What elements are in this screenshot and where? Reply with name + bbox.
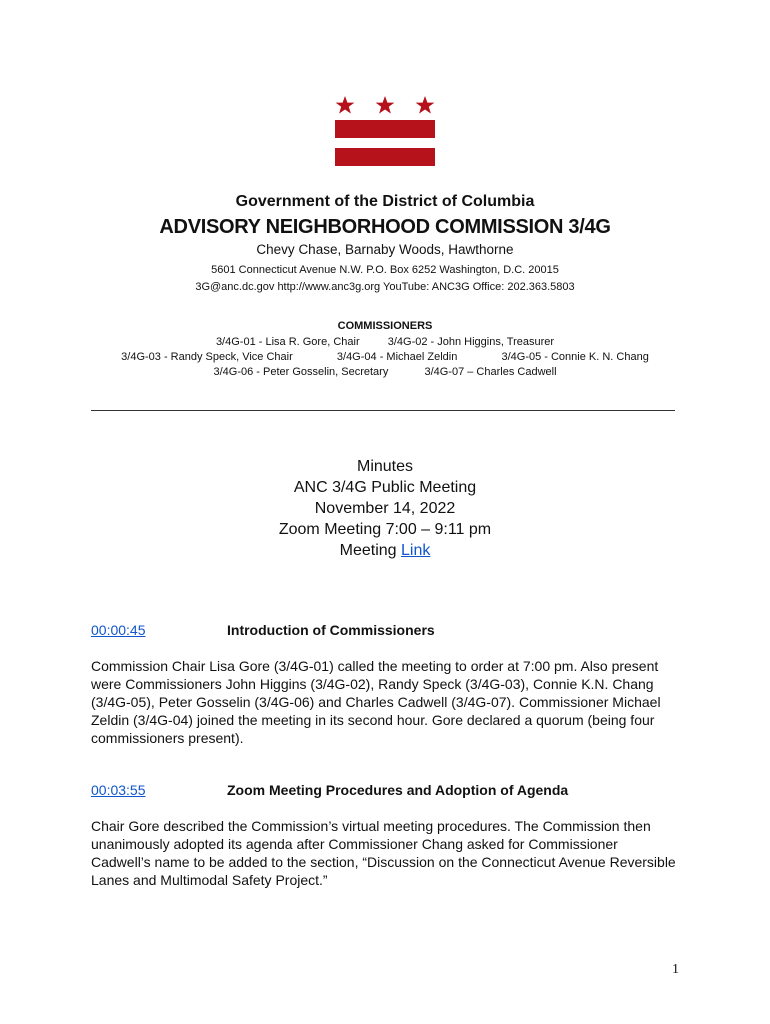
- commissioner-entry: 3/4G-07 – Charles Cadwell: [424, 366, 557, 378]
- commissioners-row-3: [0, 366, 770, 378]
- page-number: 1: [672, 962, 679, 977]
- meeting-date: November 14, 2022: [314, 500, 456, 517]
- section-title: Introduction of Commissioners: [227, 622, 435, 638]
- section-paragraph: Chair Gore described the Commission’s virtual meeting procedures. The Commission then unanimously adopted its agenda after Commissioner Chang asked for Commissioner Cadwell’s name to be added to the section, “Discussion on the Connecticut Avenue Reversible Lanes and Multimodal Safety Project.”: [91, 818, 676, 888]
- section-paragraph: Commission Chair Lisa Gore (3/4G-01) called the meeting to order at 7:00 pm. Also present were Commissioners John Higgins (3/4G-02), Randy Speck (3/4G-03), Connie K.N. Chang (3/4G-05), Peter Gosselin (3/4G-06) and Charles Cadwell (3/4G-07). Commissioner Michael Zeldin (3/4G-04) joined the meeting in its second hour. Gore declared a quorum (being four commissioners present).: [91, 658, 661, 746]
- commissioner-entry: 3/4G-06 - Peter Gosselin, Secretary: [213, 366, 389, 378]
- star-icon: [375, 95, 395, 115]
- timestamp-link[interactable]: 00:00:45: [91, 622, 146, 638]
- address-line: 5601 Connecticut Avenue N.W. P.O. Box 6252 Washington, D.C. 20015: [211, 264, 559, 276]
- commissioner-entry: 3/4G-01 - Lisa R. Gore, Chair: [215, 336, 360, 348]
- meeting-link-prefix: Meeting: [339, 542, 401, 559]
- doc-title: Minutes: [356, 458, 414, 475]
- meeting-link[interactable]: Link: [401, 542, 431, 559]
- section-body: [91, 657, 681, 747]
- flag-stars: [335, 95, 435, 115]
- flag-bar-top: [335, 120, 435, 138]
- commissioner-entry: 3/4G-03 - Randy Speck, Vice Chair: [121, 351, 293, 363]
- commission-heading: ADVISORY NEIGHBORHOOD COMMISSION 3/4G: [159, 216, 611, 238]
- government-heading: Government of the District of Columbia: [235, 193, 535, 210]
- neighborhoods-line: Chevy Chase, Barnaby Woods, Hawthorne: [256, 242, 514, 257]
- commissioner-entry: 3/4G-04 - Michael Zeldin: [336, 351, 458, 363]
- commissioner-entry: 3/4G-05 - Connie K. N. Chang: [501, 351, 649, 363]
- meeting-time: Zoom Meeting 7:00 – 9:11 pm: [278, 521, 492, 538]
- contact-line: 3G@anc.dc.gov http://www.anc3g.org YouTube: ANC3G Office: 202.363.5803: [195, 281, 575, 293]
- meeting-link-line: [0, 540, 770, 561]
- dc-flag-logo: [335, 95, 435, 170]
- meeting-name: ANC 3/4G Public Meeting: [293, 479, 477, 496]
- flag-bar-bottom: [335, 148, 435, 166]
- section-body: [91, 817, 681, 889]
- commissioner-entry: 3/4G-02 - John Higgins, Treasurer: [387, 336, 555, 348]
- commissioners-row-1: [0, 336, 770, 348]
- commissioners-heading: COMMISSIONERS: [337, 320, 433, 332]
- star-icon: [335, 95, 355, 115]
- star-icon: [415, 95, 435, 115]
- timestamp-link[interactable]: 00:03:55: [91, 782, 146, 798]
- commissioners-row-2: [0, 351, 770, 363]
- header-divider: [91, 410, 675, 411]
- section-title: Zoom Meeting Procedures and Adoption of Agenda: [227, 782, 569, 798]
